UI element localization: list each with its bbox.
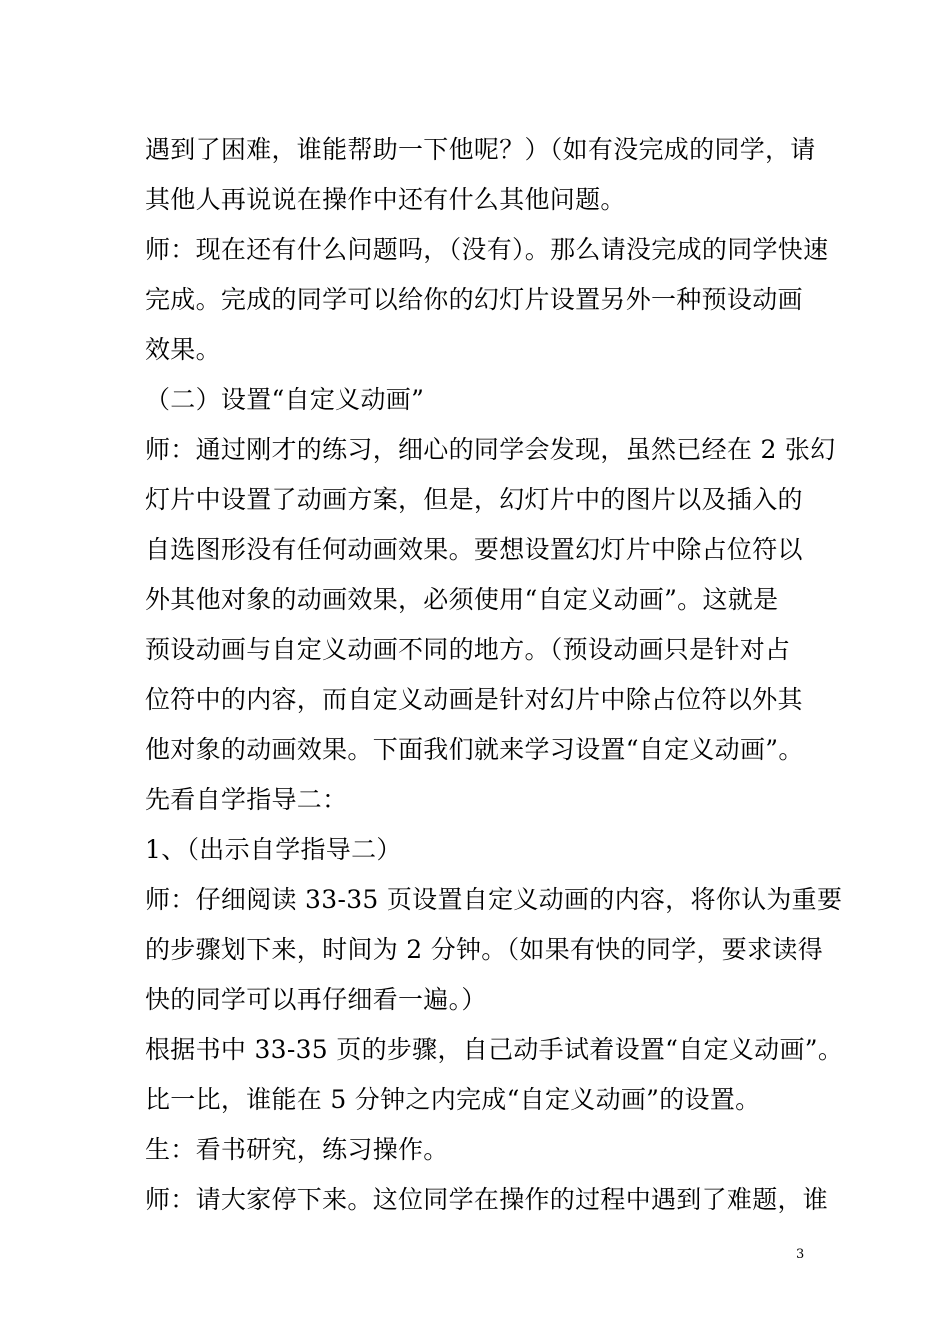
text-line: 师：请大家停下来。这位同学在操作的过程中遇到了难题，谁 xyxy=(145,1185,829,1214)
text-line: 根据书中 33-35 页的步骤，自己动手试着设置“自定义动画”。 xyxy=(145,1035,844,1064)
text-line: 位符中的内容，而自定义动画是针对幻片中除占位符以外其 xyxy=(145,685,803,714)
text-line: 的步骤划下来，时间为 2 分钟。（如果有快的同学，要求读得 xyxy=(145,935,824,964)
text-line: 比一比，谁能在 5 分钟之内完成“自定义动画”的设置。 xyxy=(145,1085,761,1114)
text-line: 预设动画与自定义动画不同的地方。（预设动画只是针对占 xyxy=(145,635,791,664)
text-line: 其他人再说说在操作中还有什么其他问题。 xyxy=(145,185,626,214)
text-line: 遇到了困难，谁能帮助一下他呢？）（如有没完成的同学，请 xyxy=(145,135,816,164)
text-line: 自选图形没有任何动画效果。要想设置幻灯片中除占位符以 xyxy=(145,535,803,564)
text-line: 外其他对象的动画效果，必须使用“自定义动画”。这就是 xyxy=(145,585,779,614)
text-line: 他对象的动画效果。下面我们就来学习设置“自定义动画”。 xyxy=(145,735,804,764)
text-line: 快的同学可以再仔细看一遍。） xyxy=(145,985,487,1014)
text-line: 1、（出示自学指导二） xyxy=(145,835,402,864)
section-heading: （二）设置“自定义动画” xyxy=(145,385,425,414)
text-line: 效果。 xyxy=(145,335,221,364)
text-line: 先看自学指导二： xyxy=(145,785,348,814)
page-number: 3 xyxy=(796,1247,805,1262)
text-line: 师：仔细阅读 33-35 页设置自定义动画的内容，将你认为重要 xyxy=(145,885,843,914)
text-line: 灯片中设置了动画方案，但是，幻灯片中的图片以及插入的 xyxy=(145,485,803,514)
text-line: 生：看书研究，练习操作。 xyxy=(145,1135,449,1164)
text-line: 师：现在还有什么问题吗，（没有）。那么请没完成的同学快速 xyxy=(145,235,829,264)
text-line: 师：通过刚才的练习，细心的同学会发现，虽然已经在 2 张幻 xyxy=(145,435,836,464)
text-line: 完成。完成的同学可以给你的幻灯片设置另外一种预设动画 xyxy=(145,285,803,314)
